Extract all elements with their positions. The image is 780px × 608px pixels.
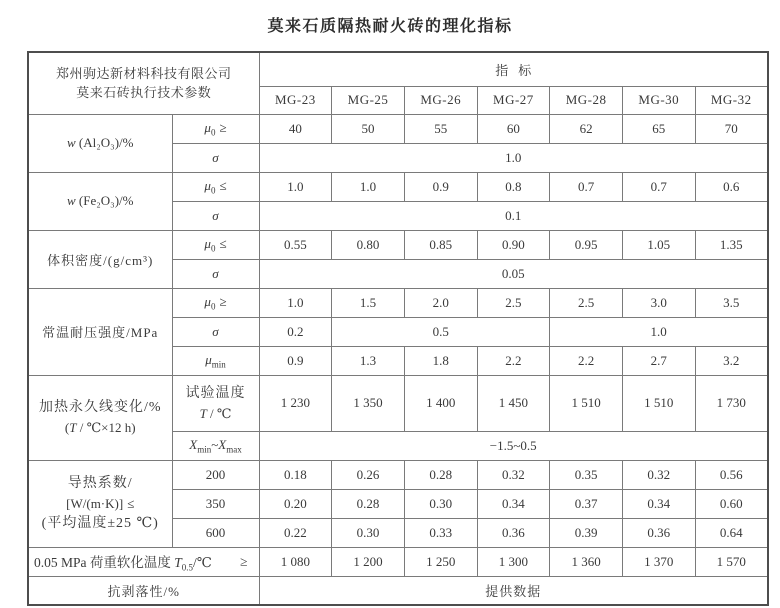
value-cell: 0.56 <box>695 460 768 489</box>
w-symbol: w <box>67 193 76 208</box>
stat-cell-sigma: σ <box>172 317 259 346</box>
grade-header-cell: MG-26 <box>404 86 477 114</box>
value-cell: 0.32 <box>622 460 695 489</box>
value-cell: 0.22 <box>259 518 332 547</box>
grade-header-cell: MG-28 <box>550 86 623 114</box>
value-cell: 2.2 <box>550 346 623 375</box>
page-title: 莫来石质隔热耐火砖的理化指标 <box>267 18 513 35</box>
linear-change-line2: (T / ℃×12 h) <box>64 420 136 436</box>
value-cell: 1 510 <box>550 375 623 431</box>
grade-header-cell: MG-30 <box>622 86 695 114</box>
linear-change-line1: 加热永久线变化/% <box>38 400 162 416</box>
value-cell: 0.37 <box>550 489 623 518</box>
value-cell: 1 730 <box>695 375 768 431</box>
stat-cell-test-temp: 试验温度 T / ℃ <box>172 375 259 431</box>
span-value-cell: −1.5~0.5 <box>259 431 768 460</box>
value-cell: 1.05 <box>622 230 695 259</box>
stat-cell-mu0-ge: $\mu_0$ ≥ <box>172 288 259 317</box>
value-cell: 0.7 <box>622 172 695 201</box>
value-cell: 0.36 <box>622 518 695 547</box>
value-cell: 2.5 <box>550 288 623 317</box>
value-cell: 0.55 <box>259 230 332 259</box>
value-cell: 0.20 <box>259 489 332 518</box>
value-cell: 0.33 <box>404 518 477 547</box>
value-cell: 1 400 <box>404 375 477 431</box>
value-cell: 0.30 <box>332 518 405 547</box>
softening-label-cell <box>28 547 259 576</box>
value-cell: 0.2 <box>259 317 332 346</box>
conductivity-label-cell: 导热系数/ [W/(m·K)] ≤ (平均温度±25 ℃) <box>28 460 172 547</box>
value-cell: 0.28 <box>332 489 405 518</box>
value-cell: 3.2 <box>695 346 768 375</box>
grade-header-cell: MG-23 <box>259 86 332 114</box>
value-cell: 0.9 <box>404 172 477 201</box>
physical-indicators-table <box>27 51 769 606</box>
value-cell: 1 230 <box>259 375 332 431</box>
grade-header-cell: MG-25 <box>332 86 405 114</box>
value-cell: 1 350 <box>332 375 405 431</box>
density-label-cell: 体积密度/(g/cm³) <box>28 230 172 288</box>
value-cell: 2.2 <box>477 346 550 375</box>
value-cell: 0.80 <box>332 230 405 259</box>
w-symbol: w <box>67 135 76 150</box>
value-cell: 0.9 <box>259 346 332 375</box>
value-cell: 1 360 <box>550 547 623 576</box>
value-cell: 0.6 <box>695 172 768 201</box>
value-cell: 1 510 <box>622 375 695 431</box>
fe2o3-formula: (Fe₂O₃)/% <box>78 193 134 208</box>
value-cell: 0.32 <box>477 460 550 489</box>
value-cell: 0.8 <box>477 172 550 201</box>
value-cell: 1.0 <box>259 288 332 317</box>
grade-header-cell: MG-32 <box>695 86 768 114</box>
span-value-cell: 0.1 <box>259 201 768 230</box>
value-cell: 0.34 <box>622 489 695 518</box>
stat-cell-temp-600: 600 <box>172 518 259 547</box>
value-cell: 2.5 <box>477 288 550 317</box>
al2o3-formula: (Al₂O₃)/% <box>78 135 134 150</box>
value-cell: 2.7 <box>622 346 695 375</box>
spalling-value-cell: 提供数据 <box>259 576 768 605</box>
value-cell: 62 <box>550 114 623 143</box>
value-cell: 1.35 <box>695 230 768 259</box>
stat-cell-mu0-le: $\mu_0$ ≤ <box>172 172 259 201</box>
value-cell: 40 <box>259 114 332 143</box>
value-cell: 0.36 <box>477 518 550 547</box>
value-cell: 1 370 <box>622 547 695 576</box>
density-mu-row <box>28 230 768 259</box>
value-cell: 65 <box>622 114 695 143</box>
softening-row <box>28 547 768 576</box>
value-cell: 1.3 <box>332 346 405 375</box>
value-cell: 0.18 <box>259 460 332 489</box>
value-cell: 1.0 <box>332 172 405 201</box>
header-row-indicator <box>28 52 768 86</box>
span-value-cell: 1.0 <box>550 317 768 346</box>
value-cell: 1.8 <box>404 346 477 375</box>
al2o3-label-cell <box>28 114 172 172</box>
value-cell: 60 <box>477 114 550 143</box>
value-cell: 0.39 <box>550 518 623 547</box>
stat-cell-mu-min: $\mu_{min}$ <box>172 346 259 375</box>
strength-mu-row <box>28 288 768 317</box>
linear-change-temp-row <box>28 375 768 431</box>
stat-cell-temp-350: 350 <box>172 489 259 518</box>
value-cell: 0.90 <box>477 230 550 259</box>
value-cell: 3.0 <box>622 288 695 317</box>
value-cell: 1 250 <box>404 547 477 576</box>
al2o3-mu-row <box>28 114 768 143</box>
span-value-cell: 0.05 <box>259 259 768 288</box>
value-cell: 1 300 <box>477 547 550 576</box>
company-header-cell <box>28 52 259 114</box>
value-cell: 1 570 <box>695 547 768 576</box>
value-cell: 1 450 <box>477 375 550 431</box>
value-cell: 0.95 <box>550 230 623 259</box>
stat-cell-sigma: σ <box>172 259 259 288</box>
value-cell: 1 200 <box>332 547 405 576</box>
stat-cell-mu0-le: $\mu_0$ ≤ <box>172 230 259 259</box>
softening-op: ≥ <box>240 553 248 569</box>
value-cell: 0.28 <box>404 460 477 489</box>
value-cell: 0.35 <box>550 460 623 489</box>
fe2o3-label-cell <box>28 172 172 230</box>
value-cell: 0.26 <box>332 460 405 489</box>
value-cell: 70 <box>695 114 768 143</box>
value-cell: 0.30 <box>404 489 477 518</box>
value-cell: 0.7 <box>550 172 623 201</box>
conductivity-200-row <box>28 460 768 489</box>
indicator-header-cell: 指标 <box>259 52 768 86</box>
value-cell: 50 <box>332 114 405 143</box>
strength-label-cell: 常温耐压强度/MPa <box>28 288 172 375</box>
value-cell: 55 <box>404 114 477 143</box>
value-cell: 3.5 <box>695 288 768 317</box>
spalling-label-cell: 抗剥落性/% <box>28 576 259 605</box>
fe2o3-mu-row <box>28 172 768 201</box>
span-value-cell: 0.5 <box>332 317 550 346</box>
value-cell: 0.60 <box>695 489 768 518</box>
value-cell: 0.34 <box>477 489 550 518</box>
stat-cell-sigma: σ <box>172 201 259 230</box>
value-cell: 1.5 <box>332 288 405 317</box>
value-cell: 0.64 <box>695 518 768 547</box>
value-cell: 1.0 <box>259 172 332 201</box>
value-cell: 0.85 <box>404 230 477 259</box>
stat-cell-xmin-xmax: $X_{min}\sim X_{max}$ <box>172 431 259 460</box>
span-value-cell: 1.0 <box>259 143 768 172</box>
company-line1: 郑州驹达新材料科技有限公司 <box>56 65 232 81</box>
value-cell: 1 080 <box>259 547 332 576</box>
softening-label: 0.05 MPa 荷重软化温度 $T_{0.5}/℃$ <box>34 554 212 573</box>
spalling-row <box>28 576 768 605</box>
stat-cell-sigma: σ <box>172 143 259 172</box>
grade-header-cell: MG-27 <box>477 86 550 114</box>
value-cell: 2.0 <box>404 288 477 317</box>
stat-cell-temp-200: 200 <box>172 460 259 489</box>
stat-cell-mu0-ge: $\mu_0$ ≥ <box>172 114 259 143</box>
linear-change-label-cell <box>28 375 172 460</box>
company-line2: 莫来石砖执行技术参数 <box>76 85 212 101</box>
